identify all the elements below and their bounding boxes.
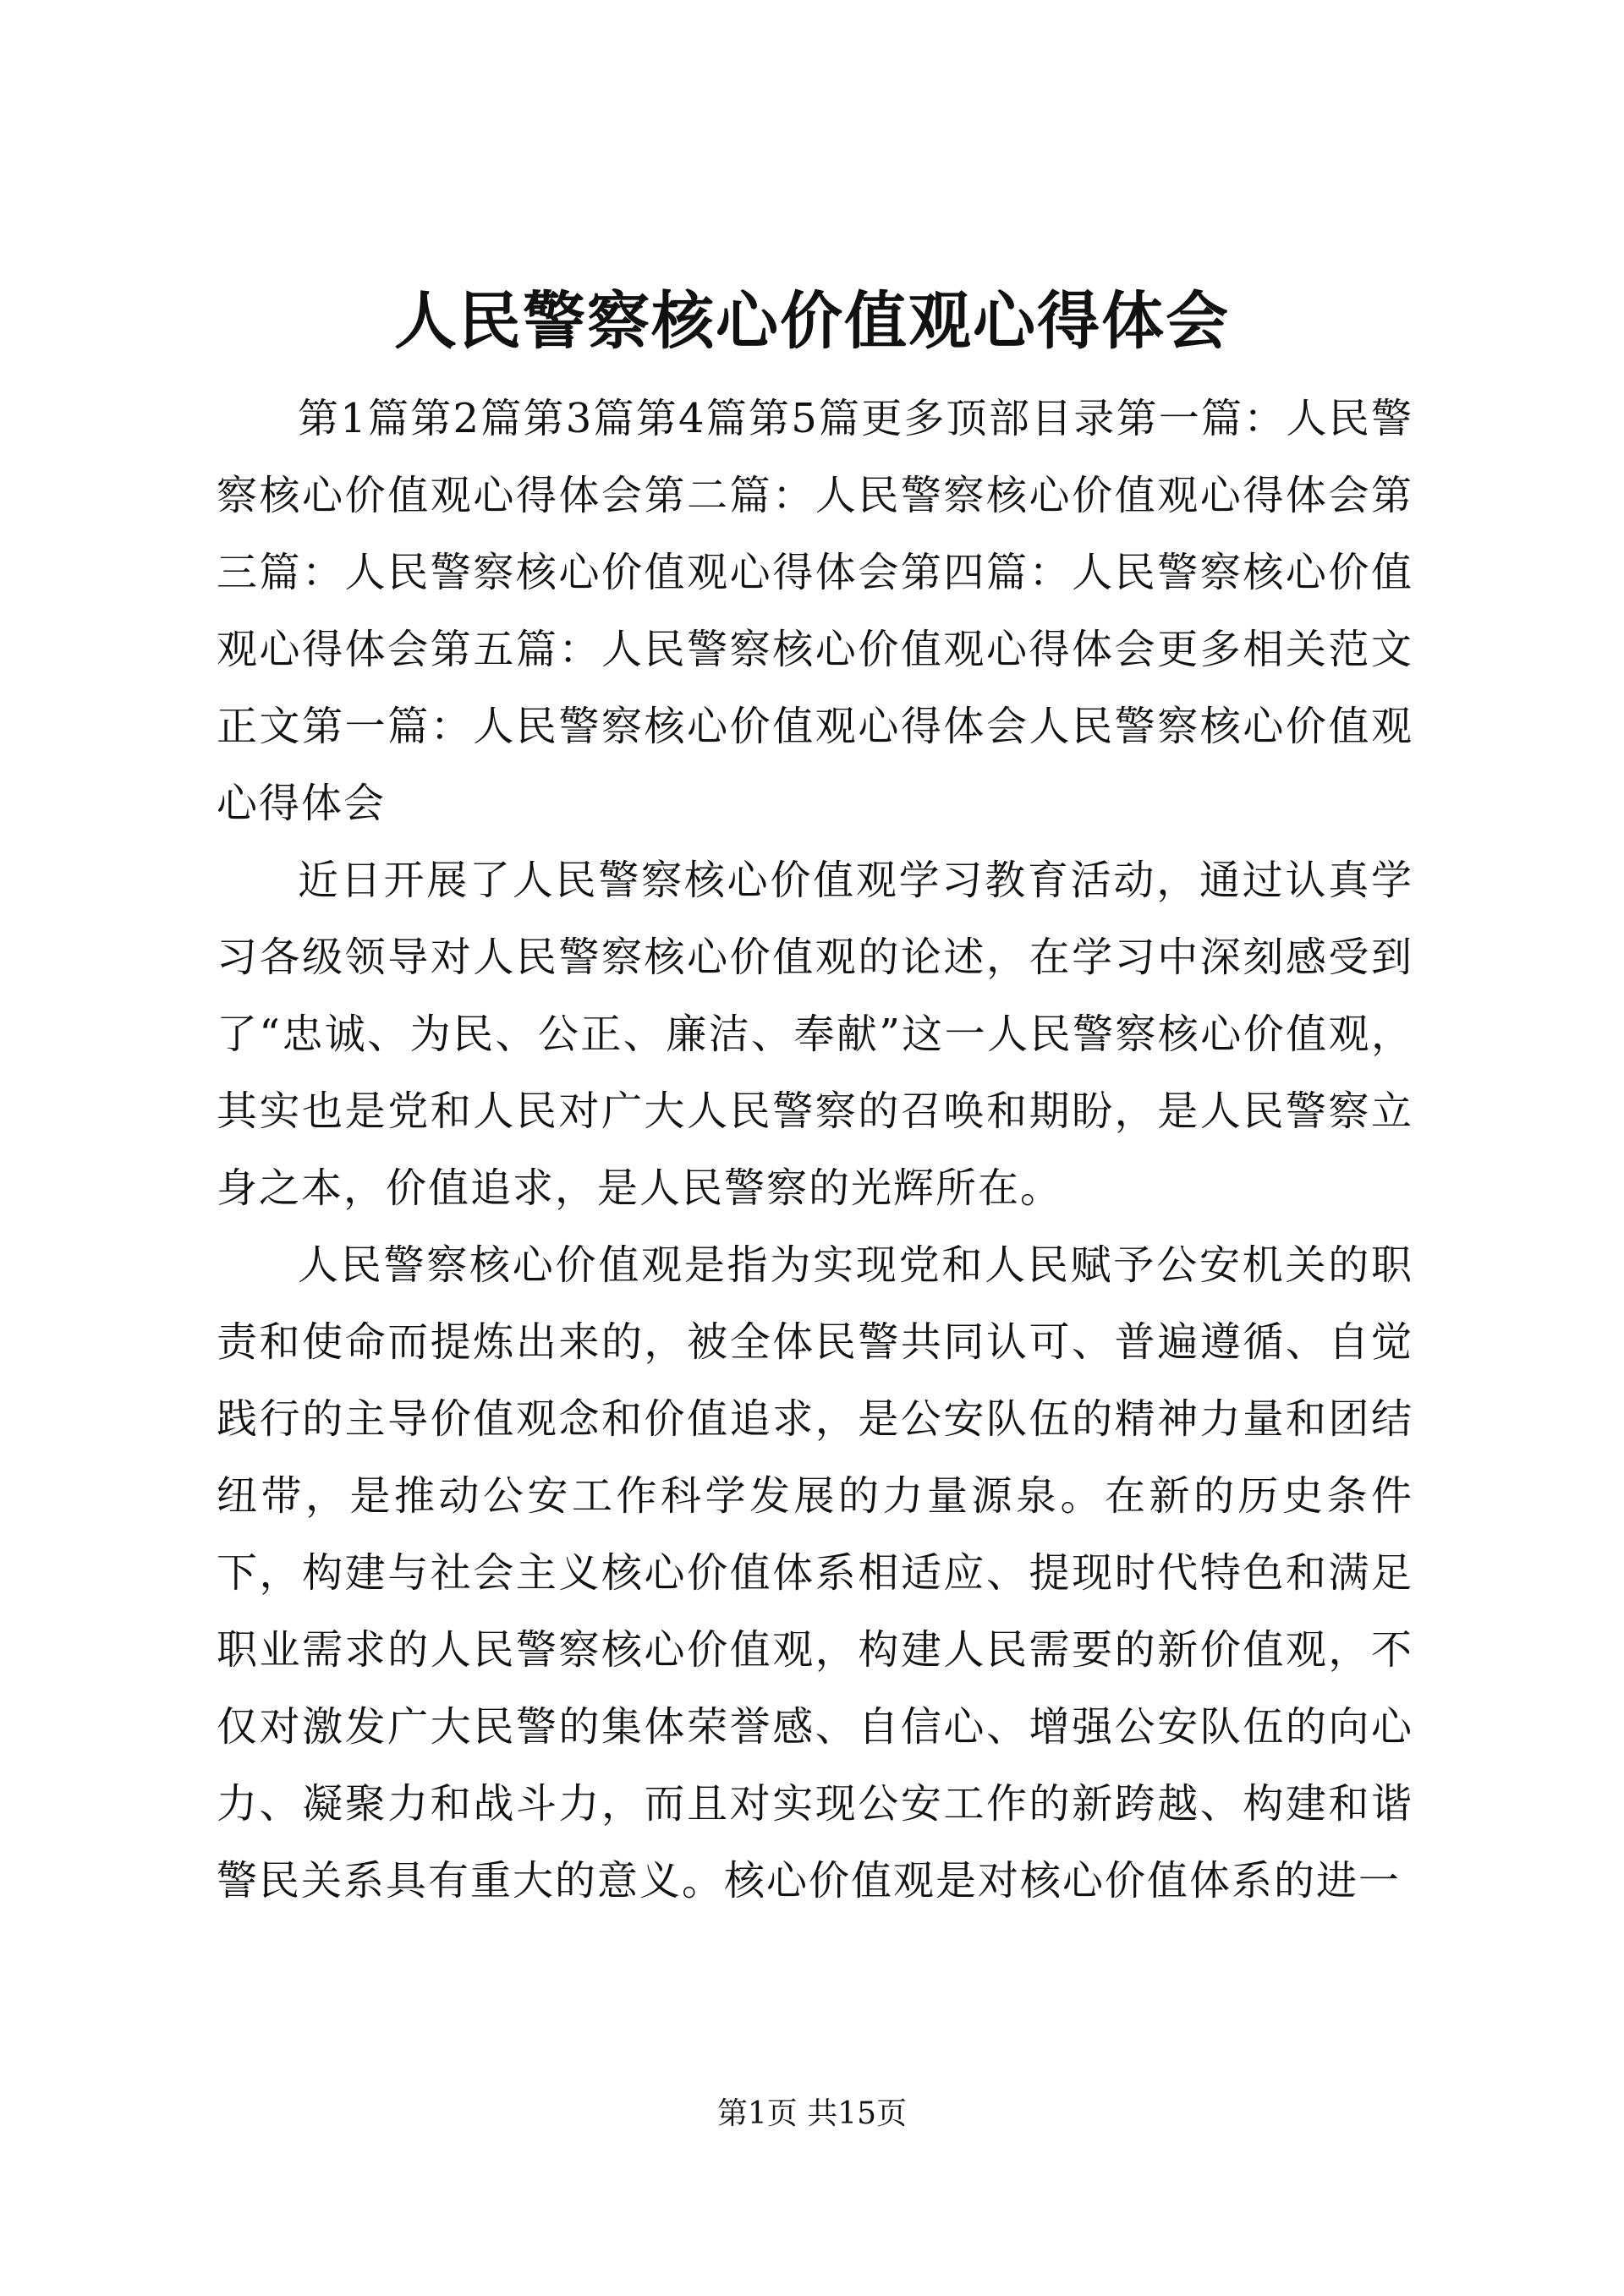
document-title: 人民警察核心价值观心得体会 [394,285,1230,358]
document-body [217,381,1413,1920]
page-number-footer: 第1页 共15页 [716,2096,908,2131]
paragraph-table-of-contents: 第1篇第2篇第3篇第4篇第5篇更多顶部目录第一篇：人民警察核心价值观心得体会第二篇：人民警察核心价值观心得体会第三篇：人民警察核心价值观心得体会第四篇：人民警察核心价值观心得体会第五篇：人民警察核心价值观心得体会更多相关范文正文第一篇：人民警察核心价值观心得体会人民警察核心价值观心得体会 [217,395,1413,827]
paragraph-core-values: 人民警察核心价值观是指为实现党和人民赋予公安机关的职责和使命而提炼出来的，被全体民警共同认可、普遍遵循、自觉践行的主导价值观念和价值追求，是公安队伍的精神力量和团结纽带，是推动公安工作科学发展的力量源泉。在新的历史条件下，构建与社会主义核心价值体系相适应、提现时代特色和满足职业需求的人民警察核心价值观，构建人民需要的新价值观，不仅对激发广大民警的集体荣誉感、自信心、增强公安队伍的向心力、凝聚力和战斗力，而且对实现公安工作的新跨越、构建和谐警民关系具有重大的意义。核心价值观是对核心价值体系的进一 [217,1241,1413,1904]
paragraph-intro: 近日开展了人民警察核心价值观学习教育活动，通过认真学习各级领导对人民警察核心价值观的论述，在学习中深刻感受到了“忠诚、为民、公正、廉洁、奉献”这一人民警察核心价值观，其实也是党和人民对广大人民警察的召唤和期盼，是人民警察立身之本，价值追求，是人民警察的光辉所在。 [217,857,1413,1212]
